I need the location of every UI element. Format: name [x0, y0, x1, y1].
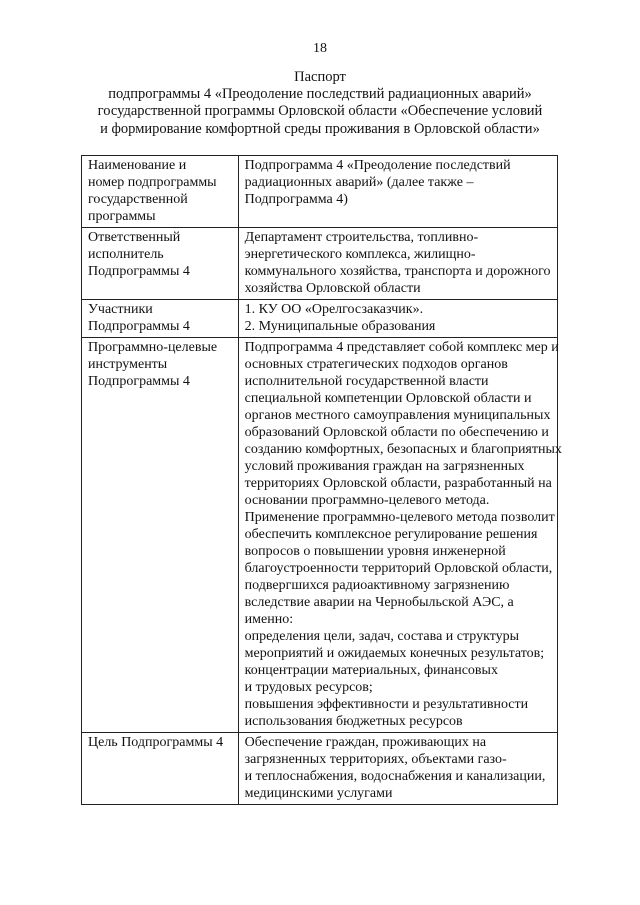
cell-text-line: программы [88, 209, 156, 224]
cell-text-line: именно: [244, 612, 294, 627]
cell-text-line: вопросов о повышении уровня инженерной [244, 544, 506, 559]
cell-text-line: территориях Орловской области, разработанный на [244, 476, 552, 491]
row-value-cell [238, 733, 557, 805]
title-line: подпрограммы 4 «Преодоление последствий радиационных аварий» [108, 86, 532, 103]
cell-text-line: 1. КУ ОО «Орелгосзаказчик». [244, 302, 424, 317]
cell-text-line: обеспечить комплексное регулирование решения [244, 527, 538, 542]
cell-text-line: Ответственный [88, 230, 181, 245]
cell-text-line: образований Орловской области по обеспечению и [244, 425, 549, 440]
cell-text-line: исполнитель [88, 247, 164, 262]
cell-text-line: 2. Муниципальные образования [244, 319, 436, 334]
cell-text-line: Применение программно-целевого метода позволит [244, 510, 555, 525]
cell-text-line: Подпрограмма 4 представляет собой комплекс мер и [244, 340, 559, 355]
cell-text-line: использования бюджетных ресурсов [244, 714, 463, 729]
cell-text-line: Департамент строительства, топливно- [244, 230, 479, 245]
row-label-cell [82, 733, 239, 805]
cell-text-line: радиационных аварий» (далее также – [244, 175, 474, 190]
cell-text-line: Наименование и [88, 158, 187, 173]
cell-text-line: условий проживания граждан на загрязненных [244, 459, 525, 474]
row-value-cell [238, 156, 557, 228]
title-line: и формирование комфортной среды проживания в Орловской области» [100, 120, 540, 137]
table-row [82, 228, 558, 300]
cell-text-line: подвергшихся радиоактивному загрязнению [244, 578, 510, 593]
cell-text-line: повышения эффективности и результативности [244, 697, 529, 712]
cell-text-line: основных стратегических подходов органов [244, 357, 508, 372]
page-number: 18 [313, 41, 327, 56]
cell-text-line: определения цели, задач, состава и структуры [244, 629, 520, 644]
cell-text-line: медицинскими услугами [244, 786, 393, 801]
table-row [82, 300, 558, 338]
cell-text-line: основании программно-целевого метода. [244, 493, 490, 508]
cell-text-line: благоустроенности территорий Орловской области, [244, 561, 553, 576]
cell-text-line: и трудовых ресурсов; [244, 680, 373, 695]
cell-text-line: хозяйства Орловской области [244, 281, 421, 296]
cell-text-line: Участники [88, 302, 153, 317]
passport-table-body [82, 156, 562, 805]
cell-text-line: Подпрограмма 4 «Преодоление последствий [244, 158, 511, 173]
cell-text-line: специальной компетенции Орловской области и [244, 391, 532, 406]
document-title [60, 69, 580, 138]
cell-text-line: вследствие аварии на Чернобыльской АЭС, а [244, 595, 514, 610]
row-value-cell [238, 300, 557, 338]
title-line: государственной программы Орловской области «Обеспечение условий [97, 103, 543, 120]
cell-text-line: и теплоснабжения, водоснабжения и канализации, [244, 769, 546, 784]
cell-text-line: Подпрограммы 4 [88, 319, 190, 334]
cell-text-line: концентрации материальных, финансовых [244, 663, 498, 678]
row-label-cell [82, 338, 239, 733]
cell-text-line: органов местного самоуправления муниципальных [244, 408, 551, 423]
table-row [82, 338, 558, 733]
cell-text-line: номер подпрограммы [88, 175, 217, 190]
row-label-cell [82, 156, 239, 228]
cell-text-line: энергетического комплекса, жилищно- [244, 247, 476, 262]
table-row [82, 156, 558, 228]
cell-text-line: Программно-целевые [88, 340, 218, 355]
row-value-cell [238, 228, 557, 300]
row-label-cell [82, 300, 239, 338]
cell-text-line: загрязненных территориях, объектами газо- [244, 752, 507, 767]
cell-text-line: Подпрограмма 4) [244, 192, 348, 207]
cell-text-line: коммунального хозяйства, транспорта и дорожного [244, 264, 551, 279]
passport-table [81, 155, 562, 805]
cell-text-line: Цель Подпрограммы 4 [88, 735, 224, 750]
cell-text-line: инструменты [88, 357, 168, 372]
cell-text-line: Подпрограммы 4 [88, 264, 190, 279]
table-row [82, 733, 558, 805]
cell-text-line: созданию комфортных, безопасных и благоприятных [244, 442, 562, 457]
title-line: Паспорт [294, 69, 346, 85]
cell-text-line: государственной [88, 192, 188, 207]
cell-text-line: Обеспечение граждан, проживающих на [244, 735, 487, 750]
cell-text-line: Подпрограммы 4 [88, 374, 190, 389]
row-value-cell [238, 338, 562, 733]
cell-text-line: мероприятий и ожидаемых конечных результатов; [244, 646, 545, 661]
cell-text-line: исполнительной государственной власти [244, 374, 489, 389]
row-label-cell [82, 228, 239, 300]
